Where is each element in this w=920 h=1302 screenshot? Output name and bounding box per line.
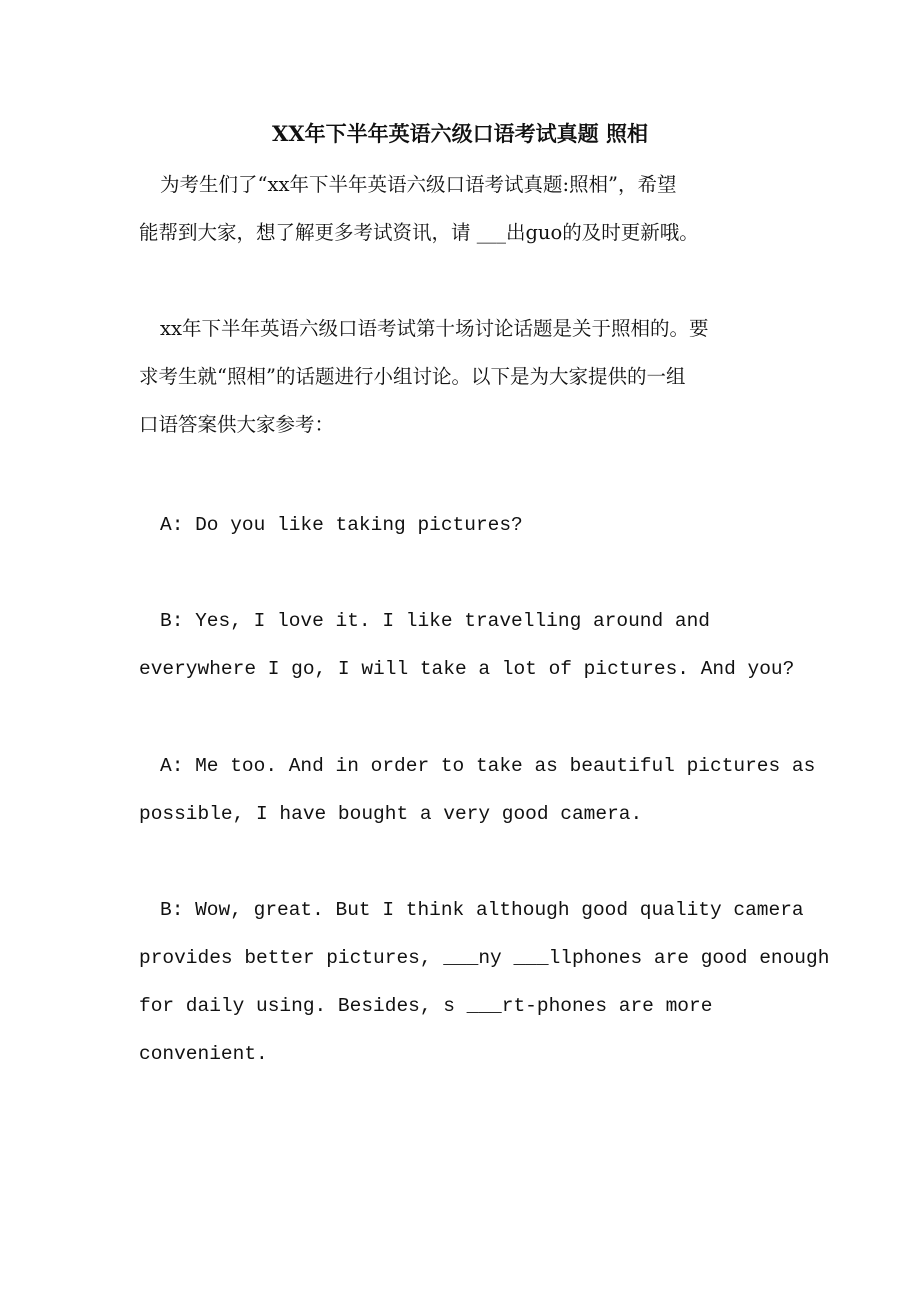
paragraph-2-line-3: 口语答案供大家参考：: [139, 413, 335, 436]
intro-line-1: 为考生们了“xx年下半年英语六级口语考试真题:照相”，希望: [160, 173, 677, 196]
paragraph-2-line-1: xx年下半年英语六级口语考试第十场讨论话题是关于照相的。要: [160, 317, 709, 340]
dialogue-b2-line-2: provides better pictures, ___ny ___llphones are good enough: [139, 947, 830, 969]
intro-line-2: 能帮到大家，想了解更多考试资讯，请 ___出guo的及时更新哦。: [139, 221, 699, 244]
dialogue-b2-line-4: convenient.: [139, 1043, 268, 1065]
document-title: XX年下半年英语六级口语考试真题 照相: [272, 121, 648, 146]
paragraph-2-line-2: 求考生就“照相”的话题进行小组讨论。以下是为大家提供的一组: [139, 365, 686, 388]
dialogue-a1: A: Do you like taking pictures?: [160, 514, 523, 536]
dialogue-b1-line-2: everywhere I go, I will take a lot of pictures. And you?: [139, 658, 795, 680]
dialogue-a2-line-2: possible, I have bought a very good camera.: [139, 803, 643, 825]
dialogue-a2-line-1: A: Me too. And in order to take as beautiful pictures as: [160, 755, 816, 777]
dialogue-b2-line-3: for daily using. Besides, s ___rt-phones are more: [139, 995, 713, 1017]
dialogue-b2-line-1: B: Wow, great. But I think although good quality camera: [160, 899, 804, 921]
dialogue-b1-line-1: B: Yes, I love it. I like travelling around and: [160, 610, 710, 632]
